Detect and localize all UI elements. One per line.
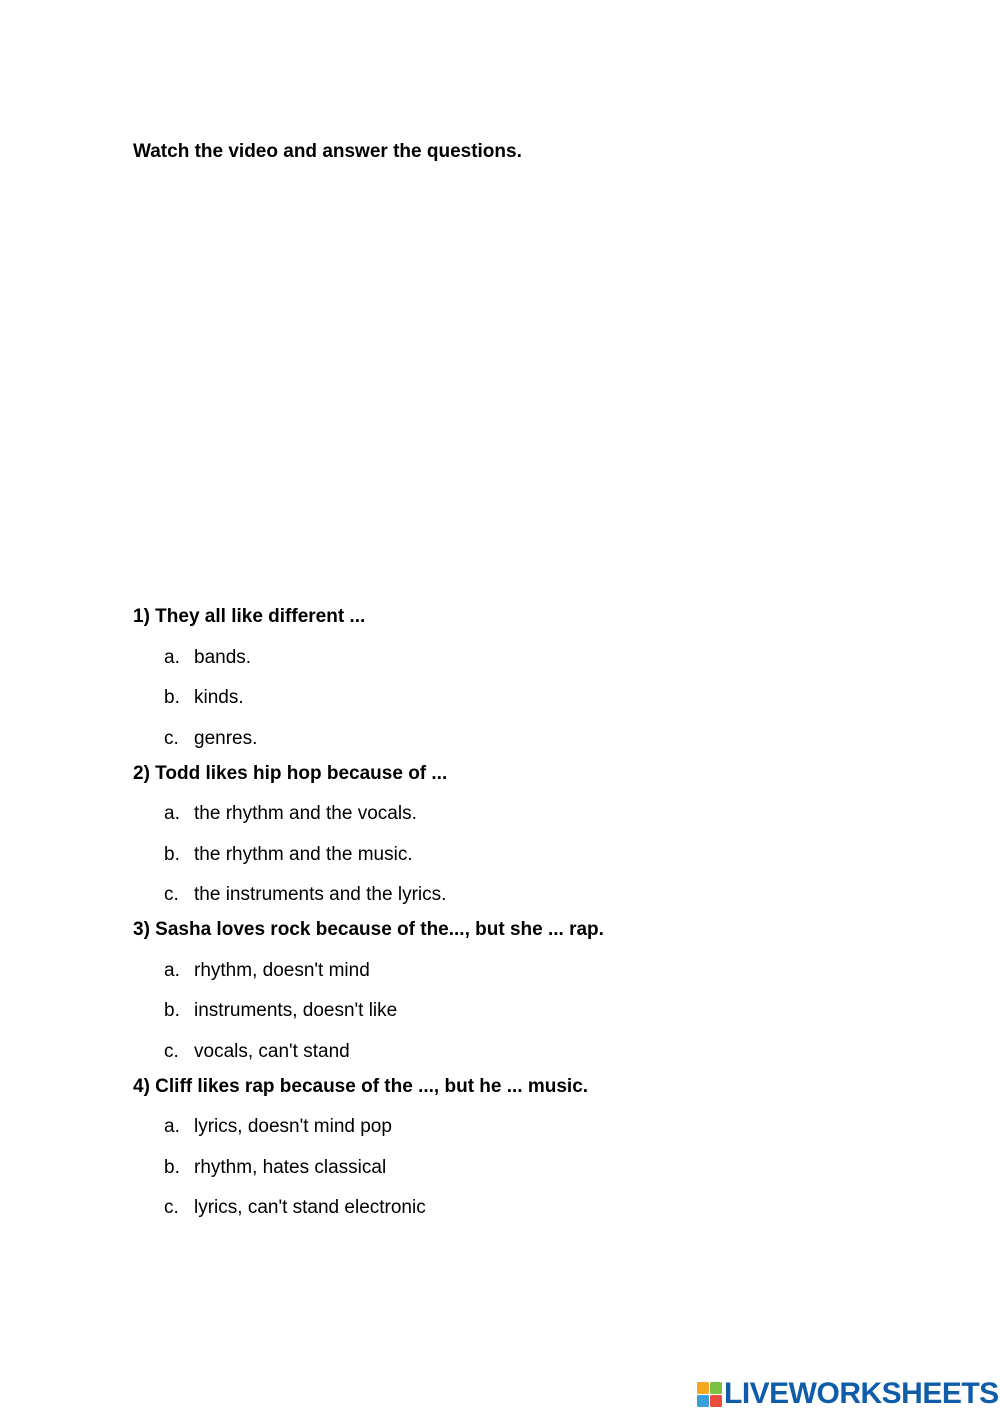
option-text: rhythm, hates classical <box>194 1157 387 1178</box>
option-text: instruments, doesn't like <box>194 1000 398 1021</box>
question-4-title: 4) Cliff likes rap because of the ..., but he ... music. <box>133 1076 589 1097</box>
option-letter: b. <box>164 844 180 865</box>
option-text: bands. <box>194 647 252 668</box>
option-text: genres. <box>194 728 258 749</box>
option-letter: c. <box>164 1041 179 1062</box>
liveworksheets-logo <box>697 1377 999 1411</box>
question-2-option-b[interactable] <box>164 844 413 866</box>
question-3-option-b[interactable] <box>164 1000 397 1022</box>
option-text: the rhythm and the music. <box>194 844 413 865</box>
option-text: kinds. <box>194 687 244 708</box>
question-1-option-c[interactable] <box>164 728 257 750</box>
option-letter: c. <box>164 1197 179 1218</box>
liveworksheets-logo-icon <box>697 1382 722 1407</box>
option-letter: c. <box>164 884 179 905</box>
option-letter: b. <box>164 687 180 708</box>
question-2-option-a[interactable] <box>164 803 417 825</box>
question-3-option-a[interactable] <box>164 960 370 982</box>
question-3-title: 3) Sasha loves rock because of the..., but she ... rap. <box>133 919 604 940</box>
question-1-option-a[interactable] <box>164 647 251 669</box>
question-4-option-a[interactable] <box>164 1116 392 1138</box>
question-2-title: 2) Todd likes hip hop because of ... <box>133 763 448 784</box>
logo-tile-e <box>710 1395 722 1407</box>
option-text: the instruments and the lyrics. <box>194 884 447 905</box>
question-4-option-c[interactable] <box>164 1197 426 1219</box>
question-1-option-b[interactable] <box>164 687 244 709</box>
option-text: rhythm, doesn't mind <box>194 960 370 981</box>
option-letter: a. <box>164 803 180 824</box>
option-letter: c. <box>164 728 179 749</box>
logo-text: LIVEWORKSHEETS <box>724 1377 999 1410</box>
question-4-option-b[interactable] <box>164 1157 386 1179</box>
option-letter: a. <box>164 647 180 668</box>
option-text: lyrics, can't stand electronic <box>194 1197 426 1218</box>
logo-tile-l <box>697 1382 709 1394</box>
question-2-option-c[interactable] <box>164 884 446 906</box>
logo-tile-v <box>697 1395 709 1407</box>
instruction: Watch the video and answer the questions. <box>133 141 522 162</box>
option-letter: a. <box>164 1116 180 1137</box>
option-letter: b. <box>164 1157 180 1178</box>
logo-tile-i <box>710 1382 722 1394</box>
option-text: vocals, can't stand <box>194 1041 350 1062</box>
option-letter: a. <box>164 960 180 981</box>
question-3-option-c[interactable] <box>164 1041 350 1063</box>
option-text: lyrics, doesn't mind pop <box>194 1116 392 1137</box>
question-1-title: 1) They all like different ... <box>133 606 366 627</box>
option-text: the rhythm and the vocals. <box>194 803 417 824</box>
video-area[interactable] <box>133 190 867 580</box>
option-letter: b. <box>164 1000 180 1021</box>
